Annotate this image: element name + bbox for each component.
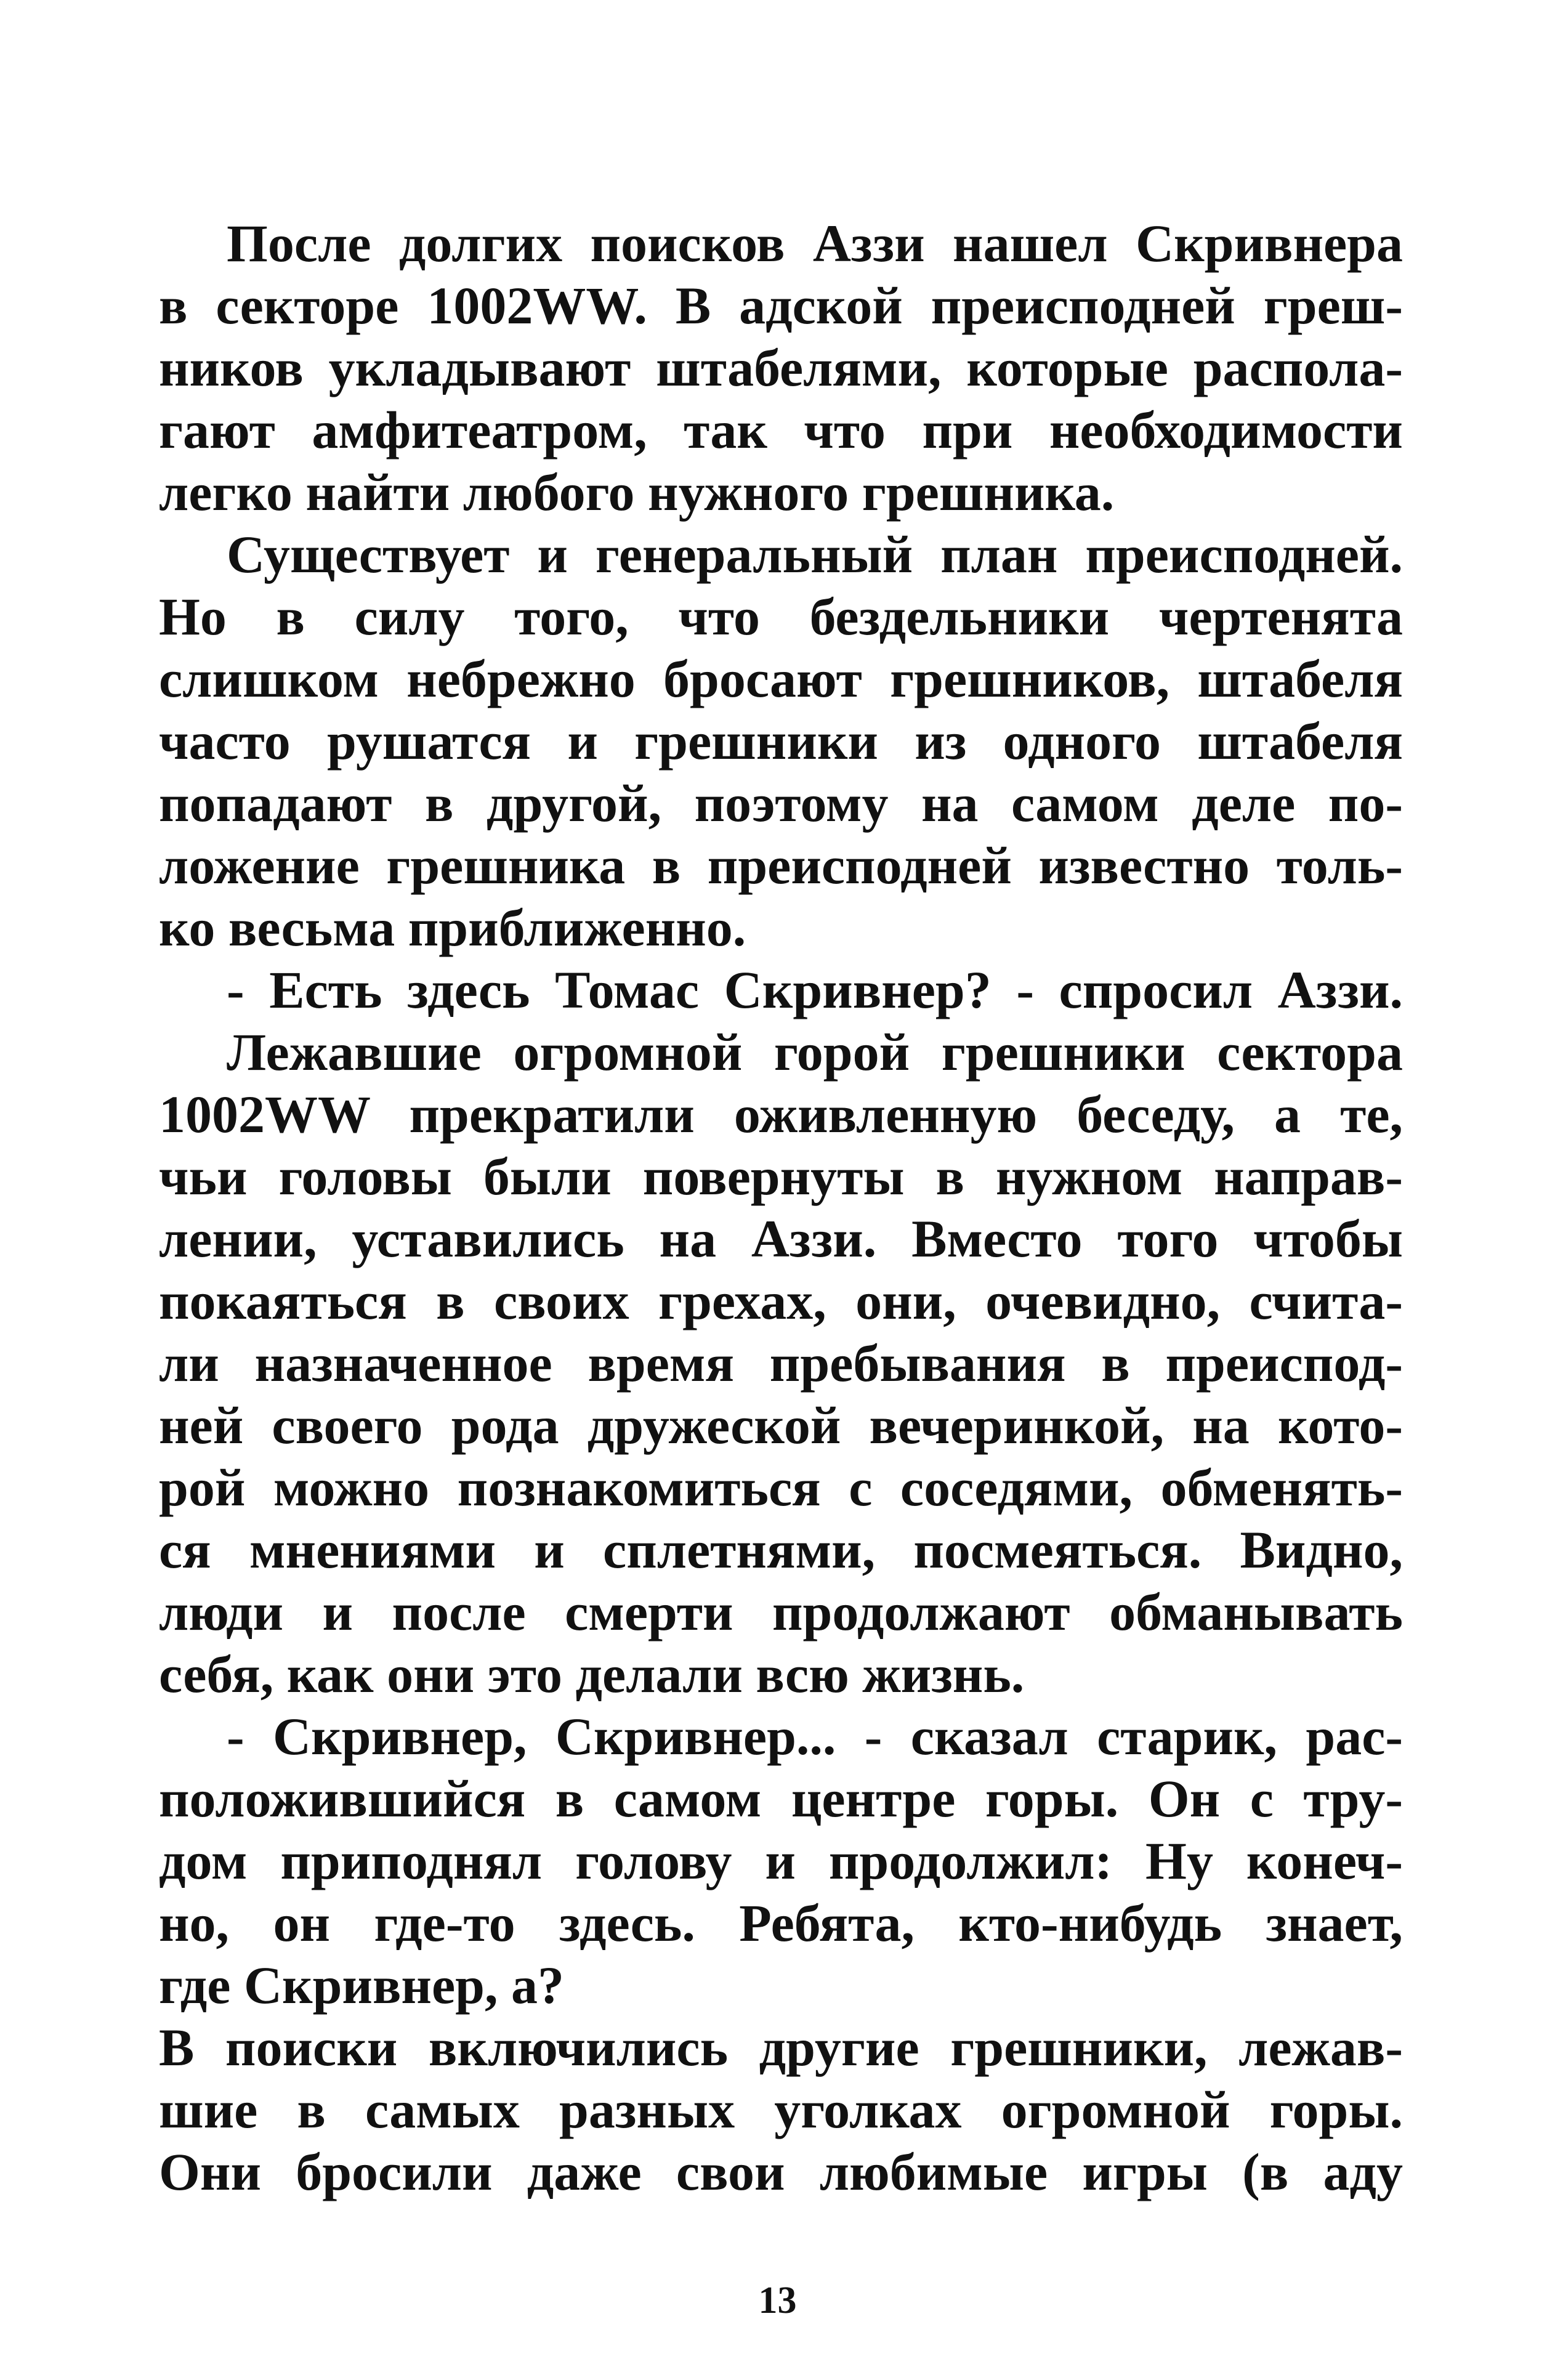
text-line: Но в силу того, что бездельники чертенята: [159, 587, 1403, 646]
text-line: попадают в другой, поэтому на самом деле по-: [159, 774, 1403, 833]
text-line: чьи головы были повернуты в нужном направ-: [159, 1147, 1403, 1206]
text-line: дом приподнял голову и продолжил: Ну конеч-: [159, 1831, 1403, 1890]
text-line: легко найти любого нужного грешника.: [159, 463, 1115, 522]
text-line: - Есть здесь Томас Скривнер? - спросил Аззи.: [227, 960, 1403, 1019]
text-line: шие в самых разных уголках огромной горы.: [159, 2080, 1403, 2139]
text-line: слишком небрежно бросают грешников, штабеля: [159, 649, 1403, 708]
text-line: гают амфитеатром, так что при необходимости: [159, 400, 1403, 459]
body-text: [159, 212, 1403, 2203]
text-line: ли назначенное время пребывания в преиспод-: [159, 1334, 1403, 1393]
text-line: в секторе 1002WW. В адской преисподней греш-: [159, 276, 1403, 335]
text-line: лении, уставились на Аззи. Вместо того чтобы: [159, 1209, 1403, 1268]
text-line: рой можно познакомиться с соседями, обменять-: [159, 1458, 1403, 1517]
text-line: - Скривнер, Скривнер... - сказал старик, рас-: [227, 1707, 1403, 1766]
text-line: ко весьма приближенно.: [159, 898, 746, 957]
text-line: но, он где-то здесь. Ребята, кто-нибудь знает,: [159, 1893, 1403, 1953]
text-line: где Скривнер, а?: [159, 1956, 564, 2015]
text-line: Они бросили даже свои любимые игры (в аду: [159, 2142, 1403, 2201]
text-line: Лежавшие огромной горой грешники сектора: [227, 1022, 1403, 1082]
text-line: ников укладывают штабелями, которые распола-: [159, 338, 1403, 397]
text-line: себя, как они это делали всю жизнь.: [159, 1645, 1025, 1704]
text-line: люди и после смерти продолжают обманывать: [159, 1582, 1403, 1641]
text-line: 1002WW прекратили оживленную беседу, а те,: [159, 1085, 1403, 1144]
text-line: часто рушатся и грешники из одного штабеля: [159, 711, 1403, 771]
text-line: ней своего рода дружеской вечеринкой, на кото-: [159, 1396, 1403, 1455]
text-line: покаяться в своих грехах, они, очевидно, счита-: [159, 1271, 1403, 1330]
text-line: положившийся в самом центре горы. Он с тру-: [159, 1769, 1403, 1828]
text-line: ложение грешника в преисподней известно толь-: [159, 836, 1403, 895]
text-line: ся мнениями и сплетнями, посмеяться. Видно,: [159, 1520, 1403, 1579]
text-line: После долгих поисков Аззи нашел Скривнера: [227, 214, 1403, 273]
text-line: Существует и генеральный план преисподней.: [227, 525, 1403, 584]
text-line: В поиски включились другие грешники, лежав-: [159, 2018, 1403, 2077]
page-number: 13: [758, 2280, 797, 2321]
